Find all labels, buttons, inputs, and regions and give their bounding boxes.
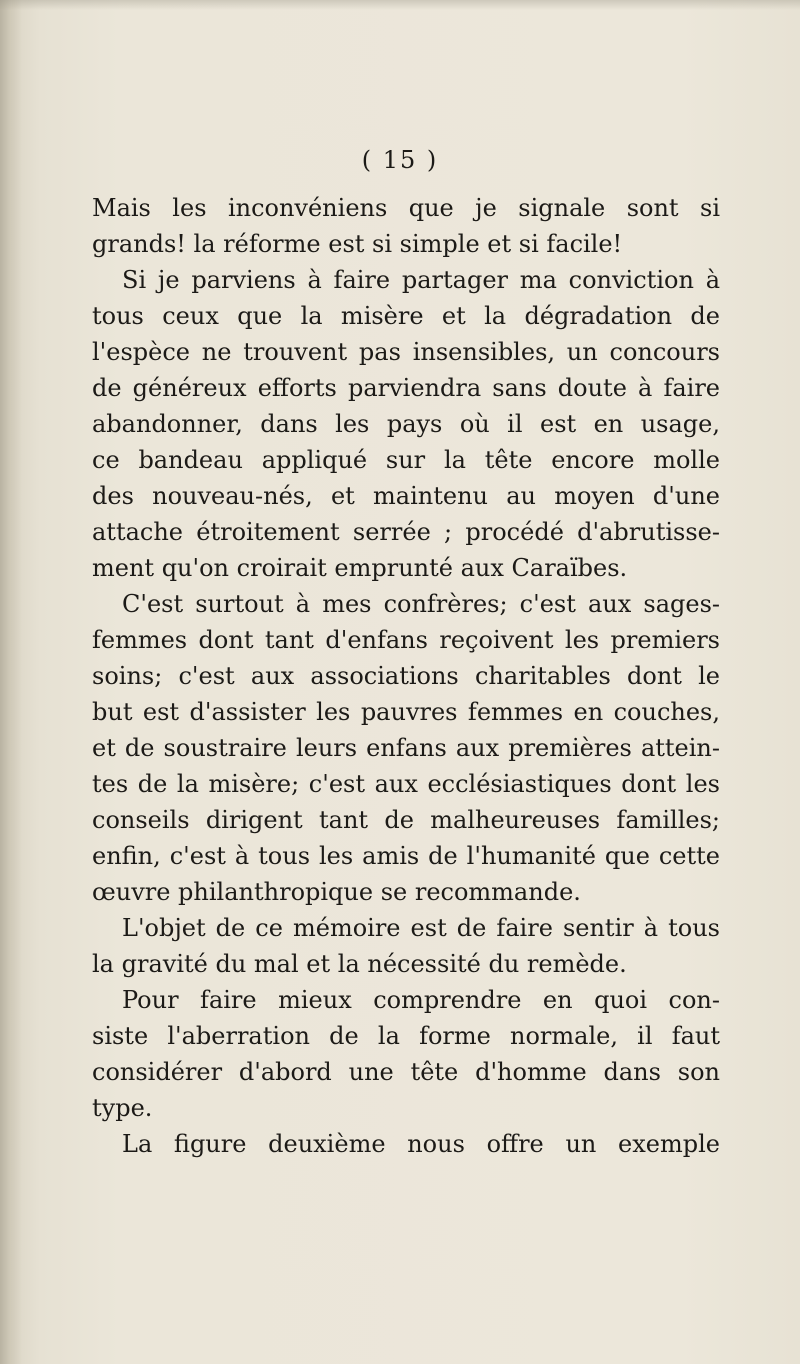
top-edge-shadow	[0, 0, 800, 10]
text-line: ment qu'on croirait emprunté aux Caraïbes.	[92, 554, 628, 582]
text-line: type.	[92, 1094, 153, 1122]
text-line: Mais les inconvéniens que je signale sont si	[92, 194, 720, 222]
binding-edge-shadow	[0, 0, 22, 1364]
text-line: et de soustraire leurs enfans aux premières attein-	[92, 734, 720, 762]
text-line: femmes dont tant d'enfans reçoivent les premiers	[92, 626, 720, 654]
text-line: tes de la misère; c'est aux ecclésiastiques dont les	[92, 770, 720, 798]
text-line: ce bandeau appliqué sur la tête encore molle	[92, 446, 720, 474]
text-line: siste l'aberration de la forme normale, il faut	[92, 1022, 720, 1050]
text-line: de généreux efforts parviendra sans doute à faire	[92, 374, 720, 402]
page-number: ( 15 )	[361, 146, 439, 174]
text-line: Si je parviens à faire partager ma conviction à	[122, 266, 720, 294]
body-text	[92, 190, 720, 1162]
text-line: enfin, c'est à tous les amis de l'humanité que cette	[92, 842, 720, 870]
text-line: soins; c'est aux associations charitables dont le	[92, 662, 720, 690]
text-line: grands! la réforme est si simple et si facile!	[92, 230, 623, 258]
text-line: l'espèce ne trouvent pas insensibles, un concours	[92, 338, 720, 366]
text-line: abandonner, dans les pays où il est en usage,	[92, 410, 720, 438]
text-line: conseils dirigent tant de malheureuses familles;	[92, 806, 720, 834]
text-line: œuvre philanthropique se recommande.	[92, 878, 581, 906]
text-line: tous ceux que la misère et la dégradation de	[92, 302, 720, 330]
text-line: considérer d'abord une tête d'homme dans son	[92, 1058, 720, 1086]
text-line: la gravité du mal et la nécessité du remède.	[92, 950, 627, 978]
text-line: Pour faire mieux comprendre en quoi con-	[122, 986, 720, 1014]
text-line: attache étroitement serrée ; procédé d'abrutisse-	[92, 518, 720, 546]
text-line: La figure deuxième nous offre un exemple	[122, 1130, 720, 1158]
text-line: C'est surtout à mes confrères; c'est aux sages-	[122, 590, 720, 618]
text-line: des nouveau-nés, et maintenu au moyen d'une	[92, 482, 720, 510]
text-line: L'objet de ce mémoire est de faire sentir à tous	[122, 914, 720, 942]
text-line: but est d'assister les pauvres femmes en couches,	[92, 698, 720, 726]
